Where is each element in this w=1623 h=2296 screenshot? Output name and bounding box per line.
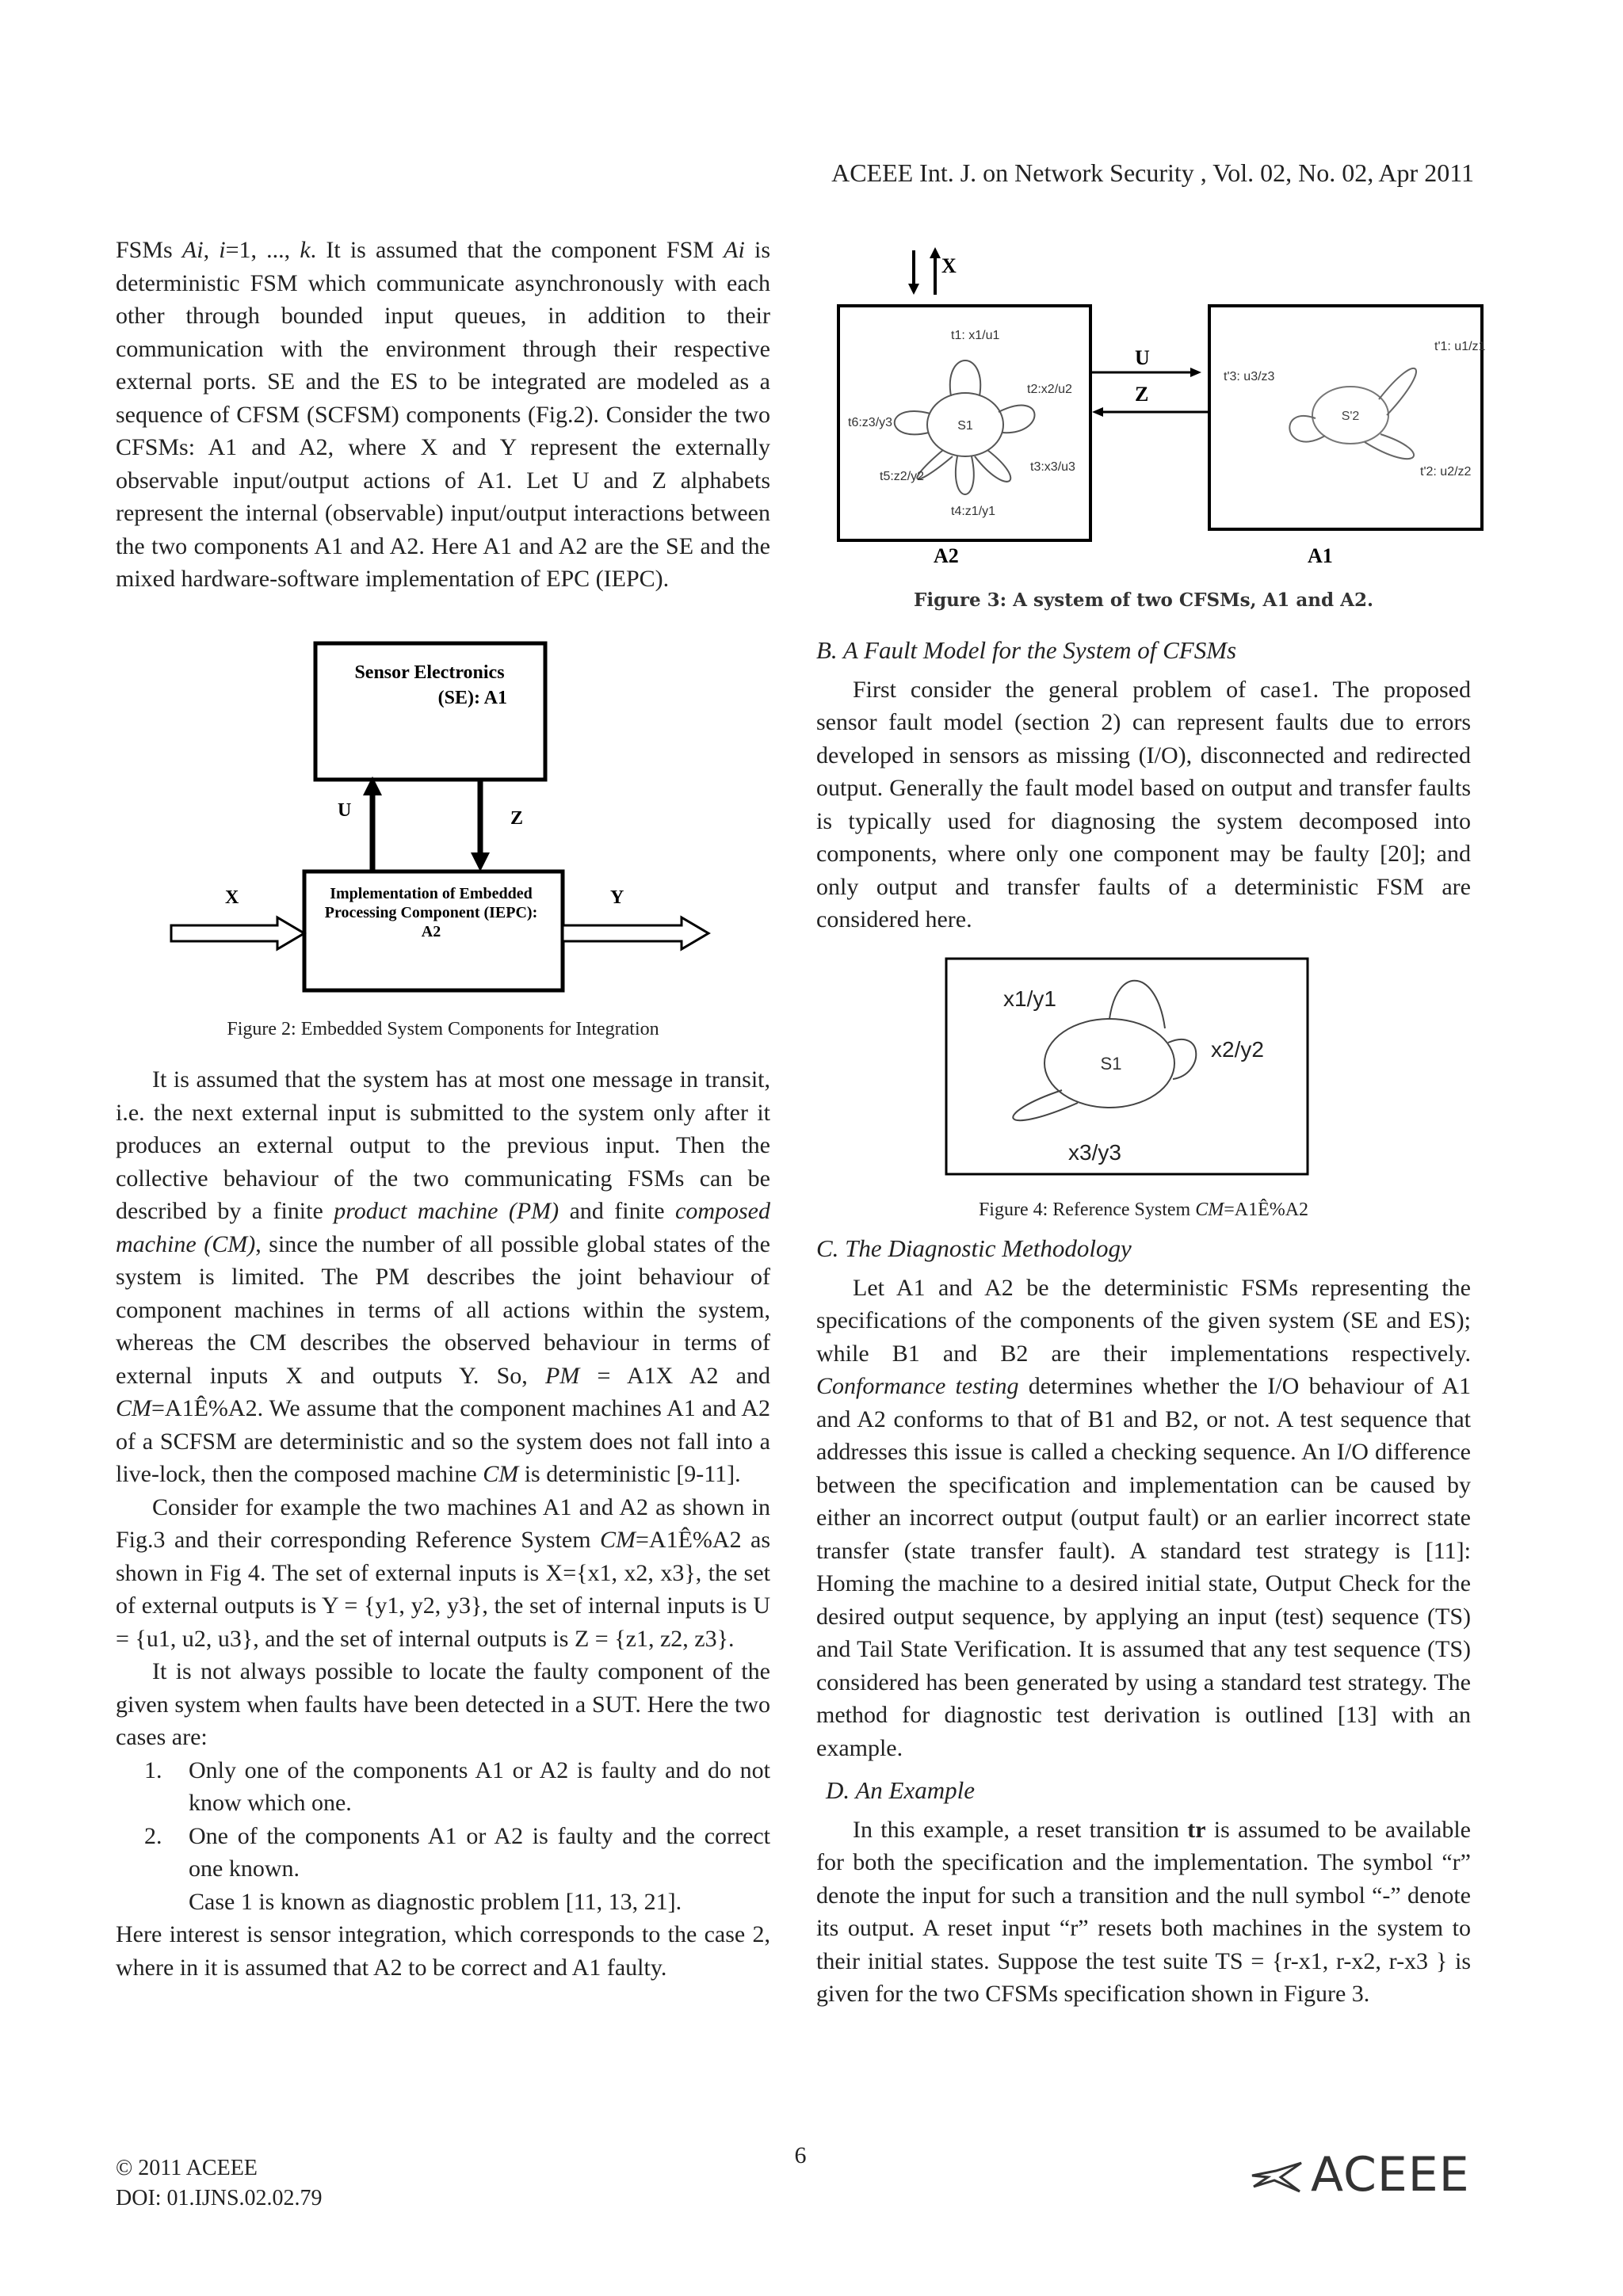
y-arrow [563,917,708,949]
a2-state-label: S1 [957,419,973,433]
paragraph-case2: Here interest is sensor integration, which corresponds to the case 2, where in it is assumed that A2 to be correct and A1 faulty. [116,1921,770,1981]
x-label: X [225,887,239,908]
section-c-heading: C. The Diagnostic Methodology [816,1234,1132,1262]
page-number: 6 [794,2142,807,2168]
figure-2 [158,634,729,998]
fig4-x2-label: x2/y2 [1211,1037,1264,1062]
y-label: Y [610,887,624,908]
figure-2-caption: Figure 2: Embedded System Components for Integration [227,1019,659,1039]
t4-label: t4:z1/y1 [951,505,996,518]
y-out-arrow-head [930,247,941,258]
fig4-state-label: S1 [1100,1054,1122,1074]
fig3-z-label: Z [1135,383,1149,406]
z-label: Z [510,808,524,829]
loop-t4 [956,456,974,494]
t2-label: t2:x2/u2 [1027,383,1072,396]
list-item: 2. One of the components A1 or A2 is faulty and the correct one known. [144,1822,770,1882]
doi: DOI: 01.IJNS.02.02.79 [116,2186,323,2210]
t5-label: t5:z2/y2 [880,470,925,483]
section-c [816,1232,1471,2011]
paragraph-case1: Case 1 is known as diagnostic problem [11, 13, 21]. [189,1888,682,1915]
section-d-paragraph: In this example, a reset transition tr is assumed to be available for both the specification and the implementation. The symbol “r” denote the input for such a transition and the null symbol “-” denote its output. A reset input “r” resets both machines in the system to their initial states. Suppose the test suite TS = {r-x1, r-x2, r-x3 } is given for the two CFSMs specification shown in Figure 3. [816,1816,1471,2007]
section-c-paragraph: Let A1 and A2 be the deterministic FSMs representing the specifications of the components of the given system (SE and ES); while B1 and B2 are their implementations respectively. Conformance testing determines whether the I/O behaviour of A1 and A2 conforms to that of B1 and B2, or not. A test sequence that addresses this issue is called a checking sequence. An I/O difference between the specification and implementation can be caused by either an incorrect output (output fault) or an earlier incorrect state transfer (state transfer fault). A standard test strategy is [11]: Homing the machine to a desired initial state, Output Check for the desired output sequence, by applying an input (test) sequence (TS) and Tail State Verification. It is assumed that any test sequence (TS) considered has been generated by using a standard test strategy. The method for diagnostic test derivation is outlined [13] with an example. [816,1274,1471,1761]
section-b-heading: B. A Fault Model for the System of CFSMs [816,636,1237,664]
loop-t3-prime [1289,416,1325,442]
fig4-frame [946,959,1308,1174]
loop-t2 [999,406,1035,433]
cases-list [116,1754,770,1886]
left-column-bottom [116,1063,770,1984]
list-item: 1. Only one of the components A1 or A2 is faulty and do not know which one. [144,1756,770,1816]
footer-left [116,2153,323,2214]
se-label-2: (SE): A1 [437,688,507,708]
iepc-label-1: Implementation of Embedded [330,885,533,902]
fig4-loop-x1 [1109,981,1165,1028]
loop-t1 [950,360,980,396]
section-b-paragraph: First consider the general problem of case1. The proposed sensor fault model (section 2) can represent faults due to errors developed in sensors as missing (I/O), disconnected and redirected output. Generally the fault model based on output and transfer faults is typically used for diagnosing the system decomposed into components, where only one component may be faulty [20]; and only output and transfer faults of a deterministic FSM are considered here. [816,676,1471,933]
loop-t6 [895,411,930,434]
aceee-logo-icon [1244,2147,1308,2203]
section-b [816,634,1471,936]
t1-label: t1: x1/u1 [951,329,1000,342]
publisher-logo [1244,2147,1482,2203]
x-in-arrow-head [908,284,919,295]
a1-state-label: S'2 [1341,410,1360,423]
x-arrow [171,917,304,949]
z-arrow-head [471,852,490,871]
figure-4 [943,955,1312,1179]
figure-3-caption: Figure 3: A system of two CFSMs, A1 and A2. [914,589,1373,611]
t3-prime-label: t'3: u3/z3 [1224,370,1275,383]
fig4-x3-label: x3/y3 [1068,1140,1121,1165]
t2-prime-label: t'2: u2/z2 [1420,465,1472,479]
t6-label: t6:z3/y3 [848,416,893,429]
figure-3-diagram [832,246,1498,578]
t1-prime-label: t'1: u1/z1 [1434,340,1486,353]
section-d-heading: D. An Example [826,1776,975,1804]
left-column-top [116,234,770,596]
fig4-loop-x3 [1013,1090,1078,1120]
z-arrow-head [1092,407,1103,417]
paragraph-example-machines: Consider for example the two machines A1 and A2 as shown in Fig.3 and their corresponding Reference System CM=A1Ê%A2 as shown in Fig 4. The set of external inputs is X={x1, x2, x3}, the set of external outputs is Y = {y1, y2, y3}, the set of internal inputs is U = {u1, u2, u3}, and the set of internal outputs is Z = {z1, z2, z3}. [116,1493,770,1652]
figure-3 [832,246,1498,578]
logo-text: ACEEE [1311,2147,1470,2203]
running-header: ACEEE Int. J. on Network Security , Vol. 02, No. 02, Apr 2011 [831,158,1474,187]
a2-box-label: A2 [934,544,959,567]
figure-2-diagram [158,634,729,998]
iepc-label-2: Processing Component (IEPC): [324,904,538,921]
fig3-x-label: X [941,254,957,277]
u-arrow-head [1190,368,1201,377]
fig4-x1-label: x1/y1 [1003,986,1056,1011]
loop-t1-prime [1379,368,1416,415]
figure-4-diagram [943,955,1312,1179]
iepc-label-3: A2 [421,923,441,940]
copyright: © 2011 ACEEE [116,2156,258,2180]
fig3-u-label: U [1135,346,1150,369]
a1-box-label: A1 [1308,544,1333,567]
se-label-1: Sensor Electronics [354,662,505,683]
paragraph-cases: It is not always possible to locate the faulty component of the given system when faults have been detected in a SUT. Here the two cases are: [116,1658,770,1750]
paragraph-product-machine: It is assumed that the system has at most one message in transit, i.e. the next external input is submitted to the system only after it produces an external output to the previous input. Then the collective behaviour of the two communicating FSMs can be described by a finite product machine (PM) and finite composed machine (CM), since the number of all possible global states of the system is limited. The PM describes the joint behaviour of component machines in terms of all actions within the system, whereas the CM describes the observed behaviour in terms of external inputs X and outputs Y. So, PM = A1X A2 and CM=A1Ê%A2. We assume that the component machines A1 and A2 of a SCFSM are deterministic and so the system does not fall into a live-lock, then the composed machine CM is deterministic [9-11]. [116,1066,770,1487]
paragraph-intro: FSMs Ai, i=1, ..., k. It is assumed that the component FSM Ai is deterministic FSM which communicate asynchronously with each other through bounded input queues, in addition to their communication with the environment through their respective external ports. SE and the ES to be integrated are modeled as a sequence of CFSM (SCFSM) components (Fig.2). Consider the two CFSMs: A1 and A2, where X and Y represent the externally observable input/output actions of A1. Let U and Z alphabets represent the internal (observable) input/output interactions between the two components A1 and A2. Here A1 and A2 are the SE and the mixed hardware-software implementation of EPC (IEPC). [116,237,771,592]
t3-label: t3:x3/u3 [1030,460,1075,474]
figure-4-caption: Figure 4: Reference System CM=A1Ê%A2 [978,1199,1309,1220]
u-label: U [338,800,352,821]
